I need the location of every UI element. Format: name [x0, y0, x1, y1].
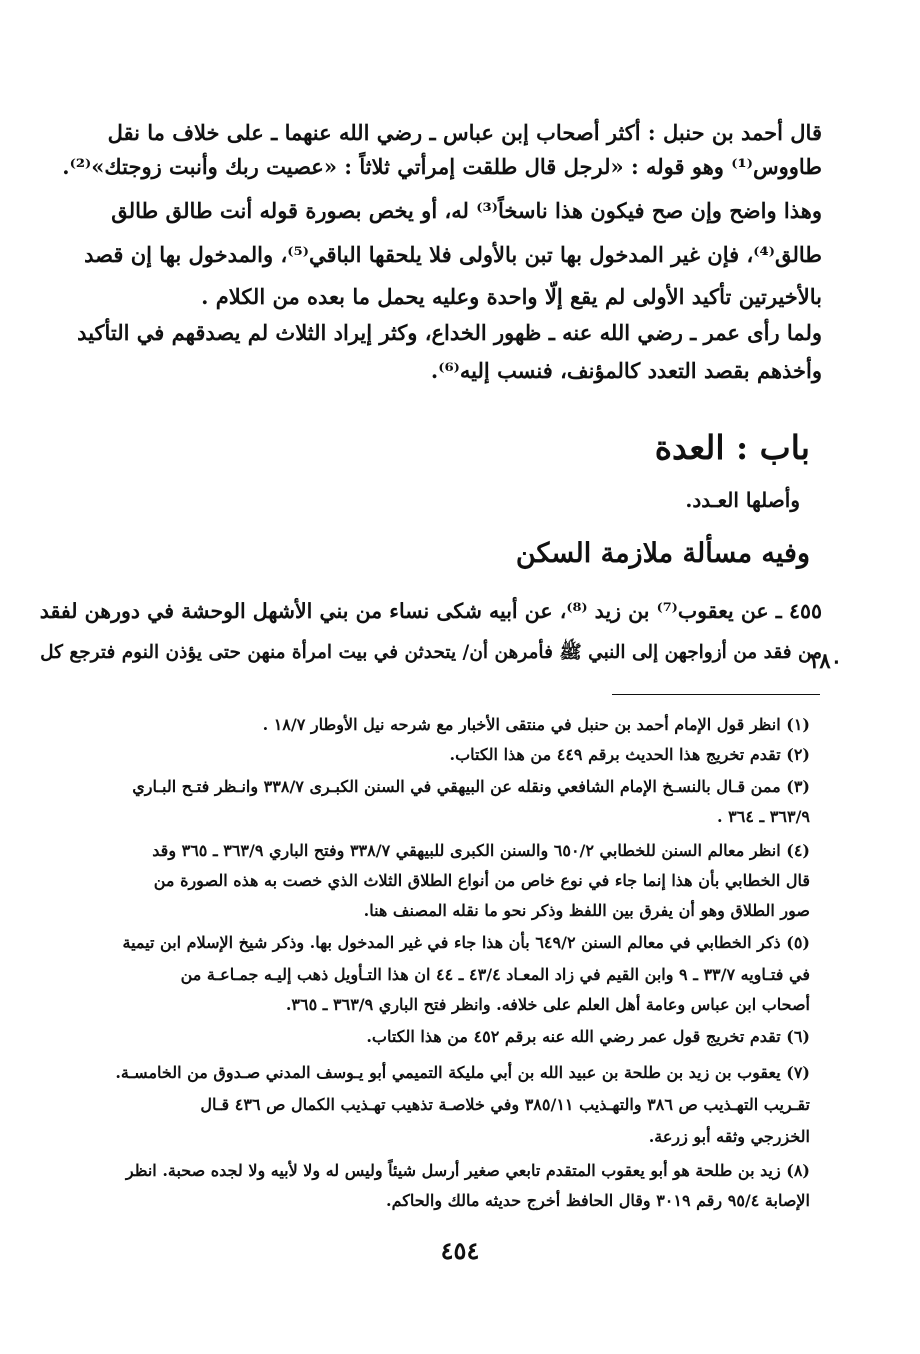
issue-heading: وفيه مسألة ملازمة السكن	[515, 538, 810, 569]
footnote-line: في فتـاويه ٣٣/٧ ـ ٩ وابن القيم في زاد المعـاد ٤٣/٤ ـ ٤٤ ان هذا التـأويل ذهب إليـه جمـاعـة من	[180, 965, 810, 984]
hadith-text	[39, 596, 822, 676]
page-number: ٤٥٤	[440, 1236, 480, 1265]
footnote-line: الإصابة ٩٥/٤ رقم ٣٠١٩ وقال الحافظ أخرج حديثه مالك والحاكم.	[386, 1191, 810, 1210]
footnote-line: (١) انظر قول الإمام أحمد بن حنبل في منتقى الأخبار مع شرحه نيل الأوطار ١٨/٧ .	[262, 715, 810, 734]
footnote-line: (٨) زيد بن طلحة هو أبو يعقوب المتقدم تابعي صغير أرسل شيئاً وليس له ولا لأبيه ولا لجده صحبة. انظر	[125, 1161, 810, 1180]
paragraph-1	[40, 118, 822, 309]
chapter-subtitle: وأصلها العـدد.	[685, 488, 800, 512]
text-line: طالق⁽⁴⁾، فإن غير المدخول بها تبن بالأولى فلا يلحقها الباقي⁽⁵⁾، والمدخول بها إن قصد	[84, 242, 822, 267]
text-line: ولما رأى عمر ـ رضي الله عنه ـ ظهور الخداع، وكثر إيراد الثلاث لم يصدقهم في التأكيد	[77, 320, 822, 345]
text-line: وهذا واضح وإن صح فيكون هذا ناسخاً⁽³⁾ له، أو يخص بصورة قوله أنت طالق طالق	[111, 198, 822, 223]
footnote-line: الخزرجي وثقه أبو زرعة.	[648, 1127, 810, 1146]
chapter-title: باب : العدة	[654, 428, 810, 467]
footnote-line: ٣٦٣/٩ ـ ٣٦٤ .	[717, 807, 810, 826]
footnote-separator	[612, 694, 820, 695]
footnote-line: (٧) يعقوب بن زيد بن طلحة بن عبيد الله بن أبي مليكة التميمي أبو يـوسف المدني صـدوق من الخامسـة.	[115, 1063, 810, 1082]
text-line: قال أحمد بن حنبل : أكثر أصحاب إبن عباس ـ رضي الله عنهما ـ على خلاف ما نقل	[107, 120, 822, 145]
footnotes	[40, 712, 810, 1212]
footnote-line: (٦) تقدم تخريج قول عمر رضي الله عنه برقم ٤٥٢ من هذا الكتاب.	[366, 1027, 810, 1046]
footnote-line: أصحاب ابن عباس وعامة أهل العلم على خلافه. وانظر فتح الباري ٣٦٣/٩ ـ ٣٦٥.	[285, 995, 810, 1014]
footnote-line: (٣) ممن قـال بالنسـخ الإمام الشافعي ونقله عن البيهقي في السنن الكبـرى ٣٣٨/٧ وانـظر فتـح البـاري	[132, 777, 810, 796]
footnote-line: قال الخطابي بأن هذا إنما جاء في نوع خاص من أنواع الطلاق الثلاث الذي خصت به هذه الصورة من	[153, 871, 810, 890]
footnote-line: تقـريب التهـذيب ص ٣٨٦ والتهـذيب ٣٨٥/١١ وفي خلاصـة تذهيب تهـذيب الكمال ص ٤٣٦ قـال	[200, 1095, 810, 1114]
text-line: ٤٥٥ ـ عن يعقوب⁽⁷⁾ بن زيد ⁽⁸⁾، عن أبيه شكى نساء من بني الأشهل الوحشة في دورهن لفقد	[39, 599, 822, 623]
text-line: طاووس⁽¹⁾ وهو قوله : «لرجل قال طلقت إمرأتي ثلاثاً : «عصيت ربك وأنبت زوجتك»⁽²⁾.	[62, 154, 822, 179]
footnote-line: (٥) ذكر الخطابي في معالم السنن ٦٤٩/٢ بأن هذا جاء في غير المدخول بها. وذكر شيخ الإسلام ابن تيمية	[122, 933, 810, 952]
text-line: من فقد من أزواجهن إلى النبي ﷺ فأمرهن أن/ يتحدثن في بيت امرأة منهن حتى يؤذن النوم فترجع كل	[40, 642, 822, 663]
text-line: بالأخيرتين تأكيد الأولى لم يقع إلّا واحدة وعليه يحمل ما بعده من الكلام .	[201, 284, 822, 309]
paragraph-2	[40, 318, 822, 398]
footnote-line: (٤) انظر معالم السنن للخطابي ٦٥٠/٢ والسنن الكبرى للبيهقي ٣٣٨/٧ وفتح الباري ٣٦٣/٩ ـ ٣٦٥ وقد	[152, 841, 810, 860]
footnote-line: صور الطلاق وهو أن يفرق بين اللفظ وذكر نحو ما نقله المصنف هنا.	[363, 901, 810, 920]
footnote-line: (٢) تقدم تخريج هذا الحديث برقم ٤٤٩ من هذا الكتاب.	[449, 745, 810, 764]
text-line: وأخذهم بقصد التعدد كالمؤنف، فنسب إليه⁽⁶⁾.	[430, 358, 822, 383]
margin-page-number: ١٨٠	[808, 648, 842, 673]
